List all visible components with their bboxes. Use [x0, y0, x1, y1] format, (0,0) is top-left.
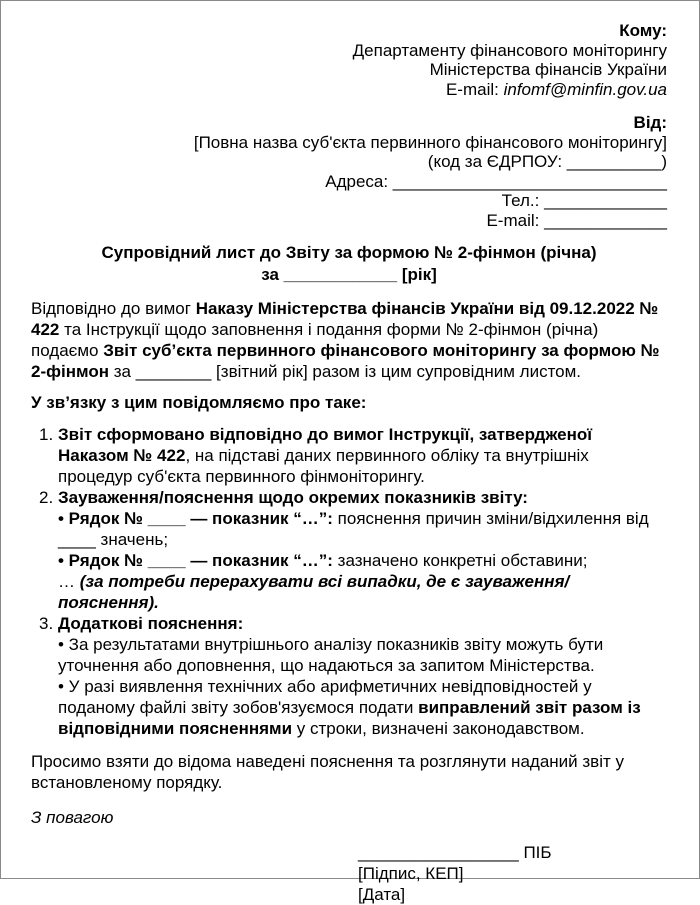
intro-text: за ________ [звітний рік] разом із цим супровідним листом.	[109, 362, 582, 381]
item3-heading: Додаткові пояснення:	[58, 614, 244, 633]
recipient-line: Міністерства фінансів України	[429, 60, 667, 79]
recipient-label: Кому:	[619, 21, 667, 40]
list-item-3-body	[58, 613, 667, 739]
list-number: 2.	[39, 488, 54, 507]
list-item-3	[31, 613, 667, 739]
bullet-regular-text: • У разі виявлення технічних або арифметичних невідповідностей у поданому файлі звіту зобов'язуємося подати	[58, 677, 592, 717]
notice-heading: У зв’язку з цим повідомляємо про таке:	[31, 393, 367, 412]
list-number: 3.	[39, 614, 54, 633]
sender-block	[31, 113, 667, 230]
item3-bullet-2	[58, 676, 667, 739]
list-item-2	[31, 487, 667, 613]
item2-heading: Зауваження/пояснення щодо окремих показників звіту:	[58, 488, 528, 507]
list-item-2-body	[58, 487, 667, 613]
numbered-list	[31, 424, 667, 739]
note-prefix: …	[58, 572, 80, 591]
signature-block	[358, 842, 667, 905]
sender-email-line: E-mail: _____________	[486, 210, 667, 230]
intro-text: та Інструкції щодо заповнення і подання форми № 2-фінмон (річна) подаємо	[31, 320, 599, 360]
regards-line: З повагою	[31, 808, 114, 827]
letter-title-line1: Супровідний лист до Звіту за формою № 2-фінмон (річна)	[101, 243, 597, 262]
bullet-regular-text: пояснення причин зміни/відхилення від ____ значень;	[58, 509, 649, 549]
item2-note-line	[58, 571, 667, 613]
closing-paragraph: Просимо взяти до відома наведені пояснення та розглянути наданий звіт у встановленому порядку.	[31, 752, 624, 792]
item1-regular-text: , на підставі даних первинного обліку та внутрішніх процедур суб'єкта первинного фінмоніторингу.	[58, 446, 589, 486]
item3-bullet-1: • За результатами внутрішнього аналізу показників звіту можуть бути уточнення або доповнення, що надаються за запитом Міністерства.	[58, 635, 604, 675]
sender-label: Від:	[633, 113, 667, 132]
intro-paragraph	[31, 298, 667, 382]
signature-sign-line: [Підпис, КЕП]	[358, 864, 464, 883]
signature-name-line: _________________ ПІБ	[358, 843, 552, 862]
item1-bold-text: Звіт сформовано відповідно до вимог Інструкції, затвердженої Наказом № 422	[58, 425, 593, 465]
list-item-1	[31, 424, 667, 487]
letter-title-line2: за ____________ [рік]	[261, 265, 437, 284]
note-italic-text: (за потреби перерахувати всі випадки, де є зауваження/пояснення).	[58, 572, 570, 612]
corrected-report-bold-text: виправлений звіт разом із відповідними поясненнями	[58, 698, 641, 738]
intro-text: Відповідно до вимог	[31, 299, 196, 318]
sender-name-placeholder: [Повна назва суб'єкта первинного фінансового моніторингу]	[193, 132, 667, 152]
item2-bullet-2	[58, 550, 667, 571]
item2-bullet-1	[58, 508, 667, 550]
list-item-1-body	[58, 424, 667, 487]
recipient-email-line	[31, 80, 667, 100]
recipient-email-value: infomf@minfin.gov.ua	[503, 79, 667, 99]
bullet-bold-text: • Рядок № ____ — показник “…”:	[58, 551, 333, 570]
sender-edrpou-line: (код за ЄДРПОУ: __________)	[427, 152, 667, 171]
list-number: 1.	[39, 425, 54, 444]
recipient-email-label: E-mail:	[445, 79, 504, 99]
bullet-regular-text: зазначено конкретні обставини;	[332, 551, 588, 570]
recipient-block	[31, 21, 667, 99]
report-name: Звіт суб’єкта первинного фінансового моніторингу за формою № 2-фінмон	[31, 341, 660, 381]
signature-date-line: [Дата]	[358, 885, 406, 904]
sender-address-line: Адреса: _____________________________	[325, 171, 667, 191]
bullet-regular-text: у строки, визначені законодавством.	[292, 719, 585, 738]
sender-phone-line: Тел.: _____________	[501, 191, 667, 210]
bullet-bold-text: • Рядок № ____ — показник “…”:	[58, 509, 333, 528]
letter-title	[31, 242, 667, 286]
order-reference: Наказу Міністерства фінансів України від 09.12.2022 № 422	[31, 299, 659, 339]
recipient-line: Департаменту фінансового моніторингу	[352, 40, 667, 60]
